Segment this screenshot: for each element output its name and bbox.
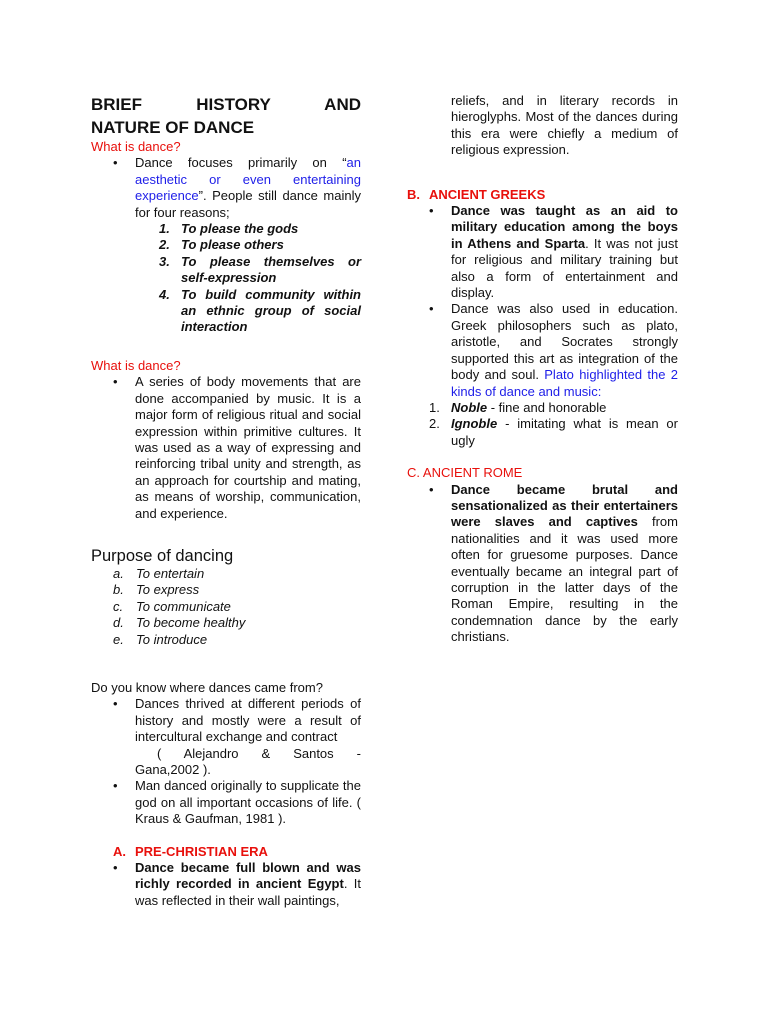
purpose-item: d. To become healthy	[113, 615, 246, 631]
purpose-item: a. To entertain	[113, 565, 205, 581]
what-is-dance-heading-2: What is dance?	[91, 357, 181, 373]
aesthetic-highlight: an aesthetic or even entertaining experience	[135, 155, 361, 204]
section-b-bullet-2: • Dance was also used in education. Greek philosophers such as plato, aristotle, and Socrates strongly supported this art as integration of the body and soul. Plato highlighted the 2 kinds of dance and music:	[429, 301, 678, 399]
purpose-item: b. To express	[113, 582, 200, 598]
section-a-bullet: • Dance became full blown and was richly recorded in ancient Egypt. It was reflected in their wall paintings,	[113, 860, 361, 908]
section-c-heading: C. ANCIENT ROME	[407, 465, 523, 481]
dance-focus-bullet: • Dance focuses primarily on “an aesthetic or even entertaining experience”. People still dance mainly for four reasons;	[113, 155, 361, 220]
reason-item: 3. To please themselves or self-expression	[159, 253, 361, 286]
dance-kind-item: 2. Ignoble - imitating what is mean or ugly	[429, 416, 678, 448]
origins-bullet-2: • Man danced originally to supplicate the god on all important occasions of life. ( Kraus & Gaufman, 1981 ).	[113, 778, 361, 827]
bullet-dot: •	[429, 481, 434, 497]
citation-gana: Gana,2002 ).	[135, 762, 211, 777]
purpose-item: e. To introduce	[113, 631, 208, 647]
bullet-dot: •	[429, 301, 434, 317]
page-title	[91, 93, 361, 139]
what-is-dance-heading-1: What is dance?	[91, 139, 181, 154]
bullet-dot: •	[113, 860, 118, 876]
bullet-dot: •	[113, 778, 118, 794]
left-column	[91, 93, 361, 909]
section-a-continued: reliefs, and in literary records in hieroglyphs. Most of the dances during this era were chiefly a medium of religious expression.	[451, 93, 678, 158]
title-line-1: BRIEF HISTORY AND	[91, 95, 361, 114]
bullet-dot: •	[113, 696, 118, 712]
dance-kind-item: 1. Noble - fine and honorable	[429, 399, 607, 415]
reason-item: 1. To please the gods	[159, 221, 299, 237]
section-b-heading: B. ANCIENT GREEKS	[407, 186, 546, 202]
citation-alejandro: ( Alejandro & Santos -	[157, 745, 361, 761]
title-line-2: NATURE OF DANCE	[91, 118, 255, 137]
purpose-item: c. To communicate	[113, 598, 231, 614]
bullet-dot: •	[113, 374, 118, 390]
origins-bullet-1: • Dances thrived at different periods of history and mostly were a result of intercultural exchange and contract ( Alejandro & Santos - Gana,2002 ).	[113, 696, 361, 777]
bullet-dot: •	[113, 155, 118, 171]
right-column	[407, 93, 678, 646]
bullet-dot: •	[429, 203, 434, 219]
section-c-bullet: • Dance became brutal and sensationalized as their entertainers were slaves and captives from nationalities and it was used more often for gruesome purposes. Dance eventually became an integral part of corruption in the latter days of the Roman Empire, resulting in the condemnation dance by the early christians.	[429, 481, 678, 645]
purpose-heading: Purpose of dancing	[91, 546, 234, 565]
reason-item: 4. To build community within an ethnic group of social interaction	[159, 286, 361, 335]
dance-definition-bullet: • A series of body movements that are done accompanied by music. It is a major form of religious ritual and social expression within primitive cultures. It was used as a way of expressing and reinforcing tribal unity and strength, as an approach for courtship and mating, as means of worship, communication, and experience.	[113, 374, 361, 521]
origins-question: Do you know where dances came from?	[91, 679, 323, 695]
reason-item: 2. To please others	[159, 237, 284, 253]
section-b-bullet-1: • Dance was taught as an aid to military education among the boys in Athens and Sparta. It was not just for religious and military training but also a form of entertainment and display.	[429, 203, 679, 301]
plato-highlight: Plato highlighted the 2 kinds of dance and music:	[451, 367, 678, 399]
section-a-heading: A. PRE-CHRISTIAN ERA	[113, 843, 268, 859]
